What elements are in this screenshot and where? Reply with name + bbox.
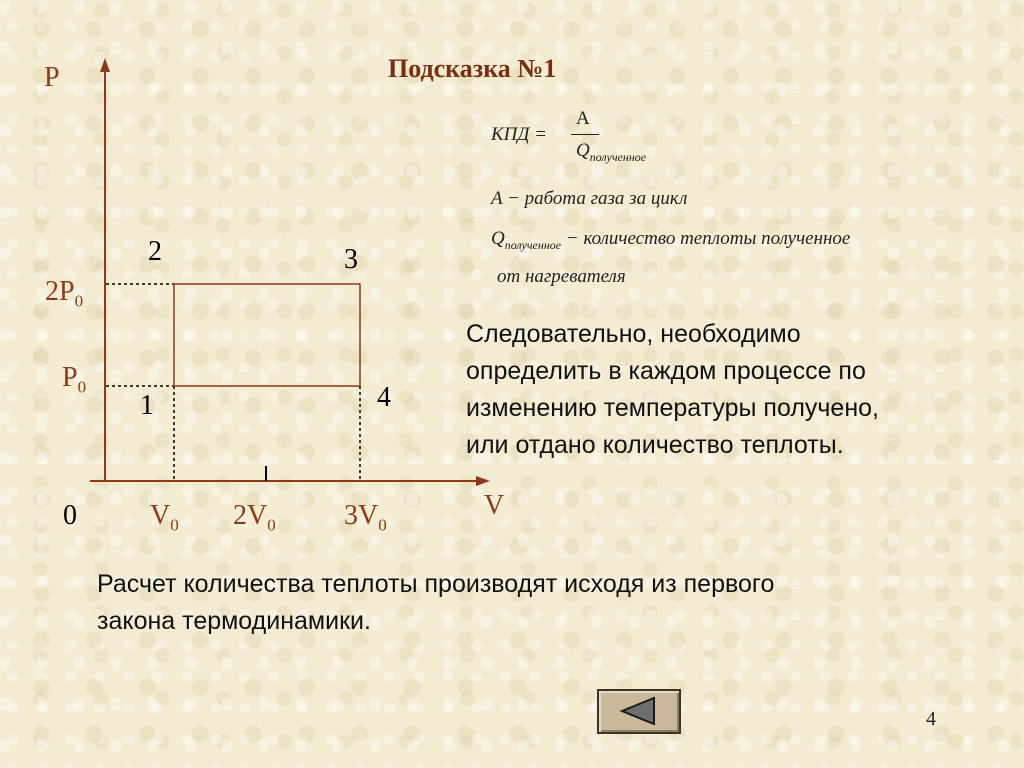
x-axis-label: V	[484, 490, 505, 521]
slide-title: Подсказка №1	[388, 54, 557, 83]
origin-label: 0	[63, 500, 77, 531]
page-number: 4	[926, 708, 936, 730]
y-tick-2p0: $2P_0$	[45, 276, 84, 311]
efficiency-denominator: $Q_{полученное}$	[576, 140, 647, 164]
definition-heat: $Q_{полученное}$ − количество теплоты полученное	[491, 228, 851, 252]
state-point-4: 4	[377, 382, 391, 413]
conclusion-line: или отдано количество теплоты.	[466, 431, 844, 459]
efficiency-lhs: КПД =	[491, 124, 547, 145]
bottom-line: Расчет количества теплоты производят исходя из первого	[97, 570, 775, 598]
definition-heat-line2: от нагревателя	[497, 266, 626, 287]
y-axis-arrow	[100, 58, 110, 72]
y-tick-p0: $P_0$	[62, 362, 87, 397]
bottom-line: закона термодинамики.	[97, 607, 371, 635]
conclusion-line: определить в каждом процессе по	[466, 357, 866, 385]
state-point-2: 2	[148, 236, 162, 267]
back-button[interactable]	[597, 689, 681, 734]
conclusion-line: Следовательно, необходимо	[466, 320, 801, 348]
left-triangle-icon	[599, 691, 679, 732]
x-tick-3v0: $3V_0$	[344, 500, 387, 535]
efficiency-numerator: A	[576, 108, 590, 129]
cycle-rectangle	[174, 284, 360, 386]
state-point-3: 3	[344, 244, 358, 275]
fraction-bar	[571, 134, 599, 135]
conclusion-line: изменению температуры получено,	[466, 394, 879, 422]
state-point-1: 1	[140, 390, 154, 421]
x-axis-arrow	[476, 476, 490, 486]
bottom-text	[97, 566, 774, 640]
x-tick-2v0-label: $2V_0$	[233, 500, 276, 535]
x-tick-v0: $V_0$	[150, 500, 179, 535]
conclusion-text	[466, 316, 879, 464]
definition-work: A − работа газа за цикл	[491, 188, 688, 209]
y-axis-label: P	[44, 62, 60, 93]
